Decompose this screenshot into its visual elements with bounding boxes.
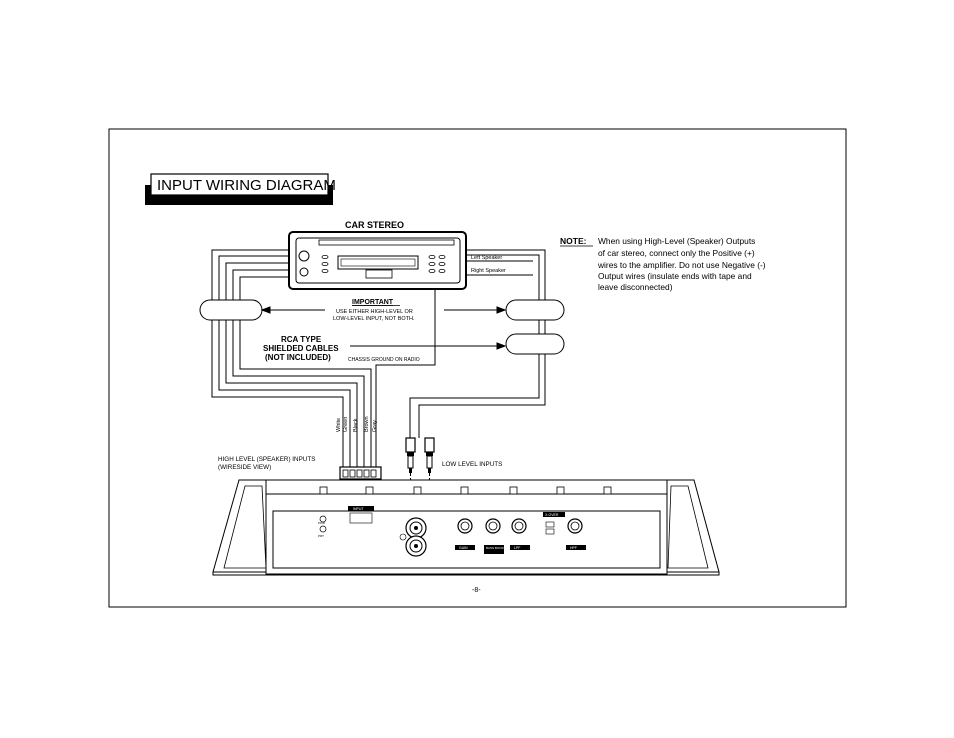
input-block-label: INPUT (353, 507, 364, 511)
note-line-2: of car stereo, connect only the Positive (+) (598, 248, 755, 258)
pwr-led-label: PWR (318, 521, 325, 525)
page-title: INPUT WIRING DIAGRAM (157, 177, 336, 194)
hpf-label: HPF (570, 546, 577, 550)
wire-label-white: White (336, 417, 342, 432)
bass-boost-label: BASS BOOST (486, 546, 506, 550)
important-heading: IMPORTANT (352, 299, 394, 306)
high-level-label-2: (WIRESIDE VIEW) (218, 464, 272, 471)
lpf-label: LPF (514, 546, 521, 550)
wire-label-brown: Brown (364, 416, 370, 432)
amplifier (213, 480, 719, 575)
title-banner (145, 174, 336, 205)
chassis-ground-label: CHASSIS GROUND ON RADIO (348, 357, 420, 363)
right-terminal-box-bottom (506, 334, 564, 354)
note-line-5: leave disconnected) (598, 282, 673, 292)
xover-label: X-OVER (545, 513, 559, 517)
wire-label-black: Black (353, 418, 359, 432)
page-number: -8- (472, 587, 481, 594)
important-line-2: LOW-LEVEL INPUT, NOT BOTH. (333, 316, 415, 322)
right-terminal-box-top (506, 300, 564, 320)
rca-line-1: RCA TYPE (281, 335, 322, 344)
prt-led-label: PRT (318, 534, 324, 538)
rca-line-2: SHIELDED CABLES (263, 344, 339, 353)
wire-label-green: Green (343, 416, 349, 432)
left-terminal-box (200, 300, 262, 320)
left-speaker-label: Left Speaker (471, 255, 503, 261)
car-stereo-label: CAR STEREO (345, 220, 405, 230)
important-line-1: USE EITHER HIGH-LEVEL OR (336, 309, 413, 315)
right-speaker-label: Right Speaker (471, 268, 506, 274)
high-level-label-1: HIGH LEVEL (SPEAKER) INPUTS (218, 456, 316, 463)
gain-label: GAIN (459, 546, 468, 550)
car-stereo-unit (289, 232, 466, 289)
wire-label-gray: Gray (372, 420, 378, 432)
low-level-label: LOW LEVEL INPUTS (442, 461, 503, 468)
rca-line-3: (NOT INCLUDED) (265, 353, 331, 362)
note-line-4: Output wires (insulate ends with tape and (598, 271, 752, 281)
note-line-3: wires to the amplifier. Do not use Negative (-) (598, 260, 766, 270)
note-line-1: When using High-Level (Speaker) Outputs (598, 236, 756, 246)
note-label: NOTE: (560, 236, 587, 246)
